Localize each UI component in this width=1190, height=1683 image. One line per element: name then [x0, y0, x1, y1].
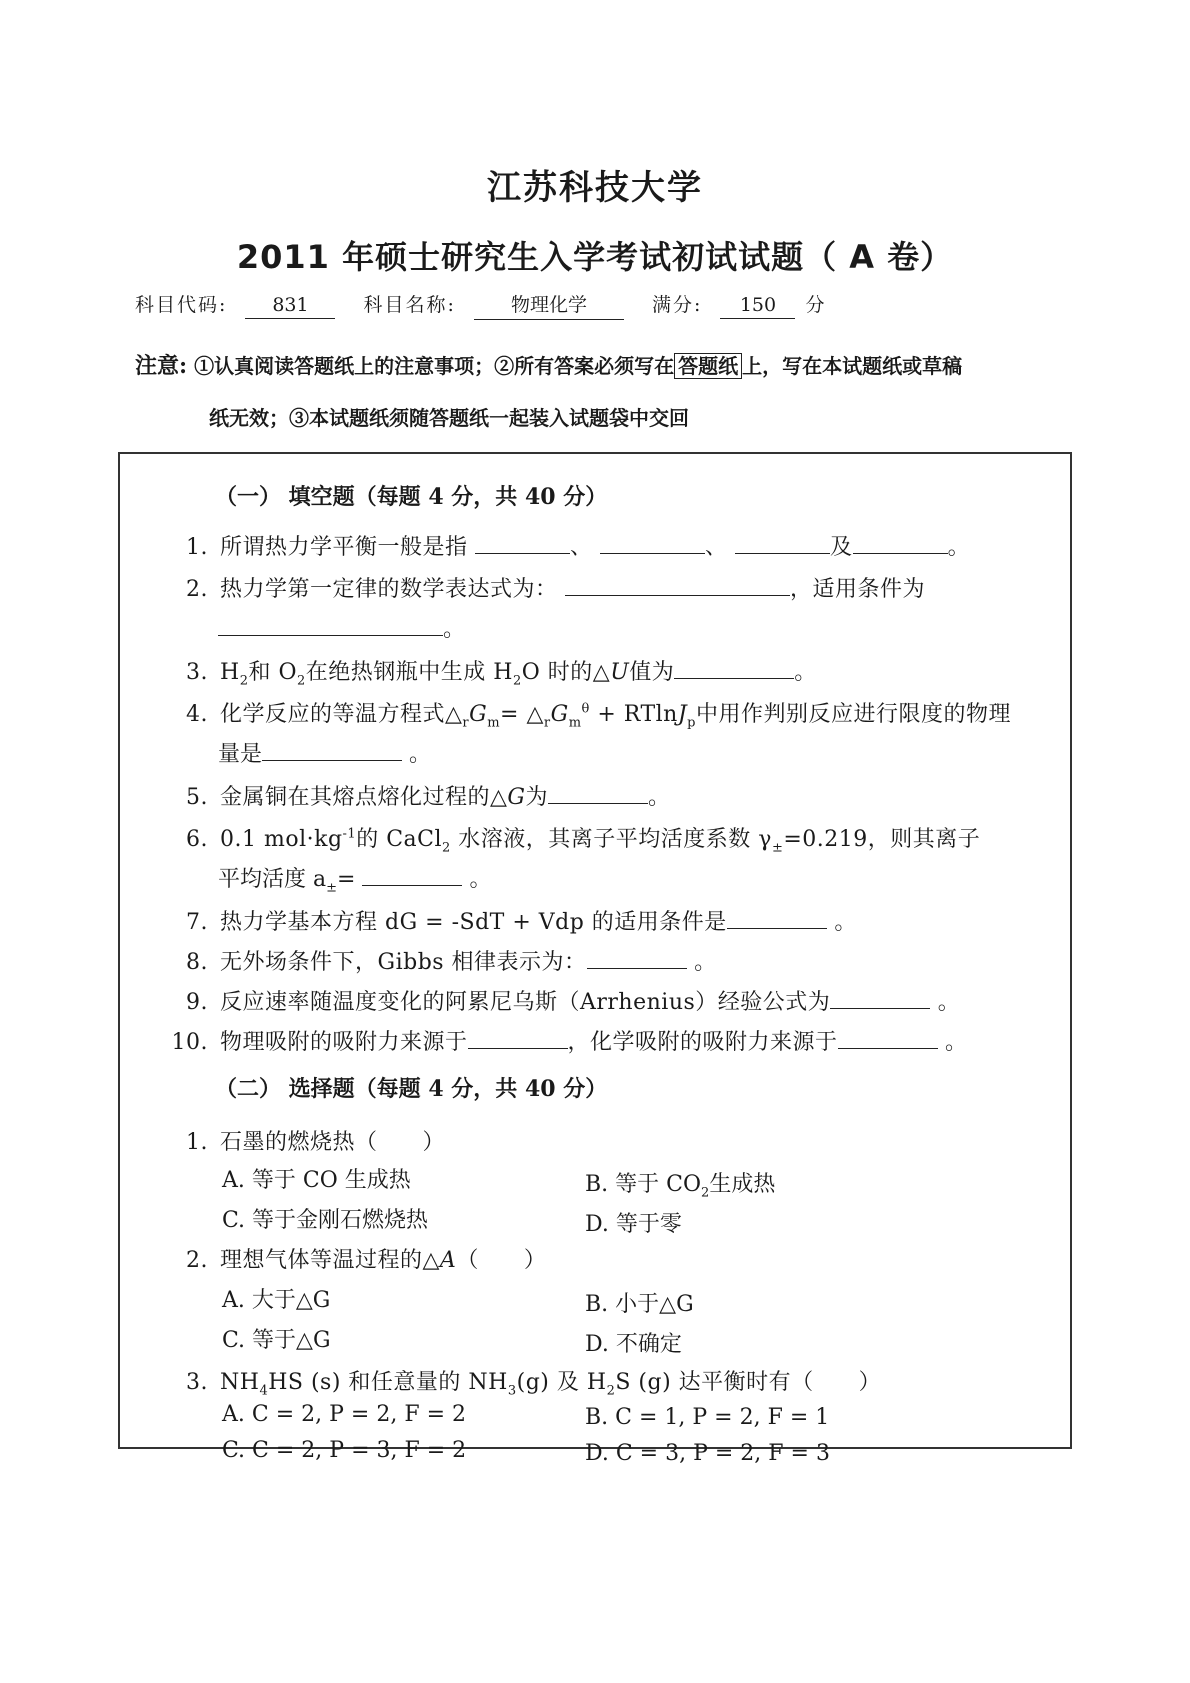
- text: =: [337, 867, 356, 892]
- s2-q2-option-c[interactable]: C. 等于△G: [222, 1328, 331, 1353]
- text: 物理吸附的吸附力来源于: [220, 1030, 468, 1055]
- notice-line2: 纸无效；③本试题纸须随答题纸一起装入试题袋中交回: [209, 406, 689, 430]
- symbol: A: [439, 1248, 457, 1273]
- answer-blank[interactable]: [218, 615, 443, 636]
- s1-question-2-cont: [218, 612, 465, 643]
- s1-question-3: 3. $H_2$和 $O_2$在绝热钢瓶中生成 $H_2O$ 时的△U值为 。: [170, 655, 817, 688]
- question-number: 8.: [186, 950, 208, 975]
- s2-question-3: 3. $NH_4HS$ (s) 和任意量的 $NH_3(g)$ 及 $H_2S$ (g) 达平衡时有（ ）: [170, 1365, 881, 1398]
- question-number: 10.: [171, 1030, 208, 1055]
- answer-blank[interactable]: [587, 948, 687, 969]
- s2-q1-option-d[interactable]: D. 等于零: [585, 1212, 682, 1237]
- s1-question-1: [170, 530, 970, 561]
- answer-blank[interactable]: [853, 533, 948, 554]
- question-text: 石墨的燃烧热（ ）: [220, 1130, 446, 1155]
- subject-meta: [135, 290, 825, 320]
- full-score: 150: [720, 294, 795, 319]
- text: 生成热: [709, 1172, 776, 1197]
- text: 为: [525, 785, 549, 810]
- text: （ ）: [456, 1248, 547, 1273]
- period: 。: [409, 742, 432, 767]
- subject-code: 831: [245, 294, 335, 319]
- s1-question-4: 4. 化学反应的等温方程式$\triangle_rG_m=$ $\triangle_rG_m^\theta + RTlnJ_p$中用作判别反应进行限度的物理: [170, 697, 1011, 730]
- period: 。: [443, 617, 466, 642]
- answer-blank[interactable]: [475, 533, 570, 554]
- s2-q2-option-b[interactable]: B. 小于△G: [585, 1292, 694, 1317]
- text: O 时的△: [521, 660, 611, 685]
- period: 。: [469, 867, 492, 892]
- text: S (g) 达平衡时有（ ）: [615, 1370, 882, 1395]
- text: B. 等于 CO: [585, 1172, 702, 1197]
- text: 和 O: [248, 660, 297, 685]
- s2-question-2: [170, 1243, 546, 1274]
- text: 的 CaCl: [356, 827, 443, 852]
- s2-q3-option-d[interactable]: D. C = 3, P = 2, F = 3: [585, 1441, 830, 1466]
- s2-question-1: [170, 1125, 445, 1156]
- s2-q1-option-c[interactable]: C. 等于金刚石燃烧热: [222, 1208, 429, 1233]
- superscript: -1: [342, 826, 357, 842]
- full-score-label: 满分:: [652, 294, 703, 316]
- answer-blank[interactable]: [548, 783, 648, 804]
- s2-q2-option-d[interactable]: D. 不确定: [585, 1332, 682, 1357]
- symbol: U: [610, 660, 630, 685]
- notice: [135, 340, 1085, 444]
- university-name: 江苏科技大学: [487, 168, 703, 208]
- text: 在绝热钢瓶中生成 H: [305, 660, 513, 685]
- period: 。: [945, 1030, 968, 1055]
- answer-blank[interactable]: [674, 658, 794, 679]
- answer-blank[interactable]: [468, 1028, 568, 1049]
- text: (g) 及 H: [516, 1370, 607, 1395]
- s1-question-5: [170, 780, 671, 811]
- period: 。: [648, 785, 671, 810]
- separator: 、: [570, 535, 593, 560]
- notice-tag: 注意:: [135, 353, 188, 379]
- answer-blank[interactable]: [565, 575, 790, 596]
- question-text: 所谓热力学平衡一般是指: [220, 535, 468, 560]
- notice-line1-b: 上，写在本试题纸或草稿: [742, 354, 963, 378]
- separator: 及: [830, 535, 853, 560]
- question-number: 5.: [186, 785, 208, 810]
- text: 化学反应的等温方程式△: [220, 702, 463, 727]
- s2-q1-option-a[interactable]: A. 等于 CO 生成热: [222, 1168, 411, 1193]
- exam-title: 2011 年硕士研究生入学考试初试试题（ A 卷）: [236, 238, 954, 276]
- notice-boxed-answer-sheet: 答题纸: [674, 353, 742, 379]
- question-number: 1.: [186, 535, 208, 560]
- text: NH: [220, 1370, 260, 1395]
- period: 。: [947, 535, 971, 560]
- s1-question-4-cont: [218, 737, 431, 768]
- text: 反应速率随温度变化的阿累尼乌斯（Arrhenius）经验公式为: [220, 990, 831, 1015]
- answer-blank[interactable]: [830, 988, 930, 1009]
- period: 。: [937, 990, 961, 1015]
- question-number: 2.: [186, 1248, 208, 1273]
- section2-title: （二） 选择题（每题 4 分，共 40 分）: [215, 1076, 608, 1102]
- question-number: 3.: [186, 660, 208, 685]
- text: H: [220, 660, 240, 685]
- s2-q3-option-c[interactable]: C. C = 2, P = 3, F = 2: [222, 1438, 467, 1463]
- question-number: 6.: [186, 827, 208, 852]
- symbol: G: [507, 785, 526, 810]
- text: 0.1 mol·kg: [220, 827, 343, 852]
- text: ，化学吸附的吸附力来源于: [567, 1030, 838, 1055]
- s1-question-7: [170, 905, 857, 936]
- s2-q2-option-a[interactable]: A. 大于△G: [222, 1288, 331, 1313]
- s1-question-9: [170, 985, 960, 1016]
- question-number: 2.: [186, 577, 208, 602]
- period: 。: [834, 910, 857, 935]
- answer-blank[interactable]: [362, 865, 462, 886]
- text: 理想气体等温过程的△: [220, 1248, 440, 1273]
- question-text: ，适用条件为: [790, 577, 926, 602]
- s1-question-6-cont: 平均活度 $a_\pm=$ 。: [218, 867, 492, 896]
- text: 无外场条件下，Gibbs 相律表示为：: [220, 950, 587, 975]
- s2-q3-option-a[interactable]: A. C = 2, P = 2, F = 2: [222, 1402, 466, 1427]
- separator: 、: [705, 535, 728, 560]
- subject-code-label: 科目代码:: [135, 294, 228, 316]
- text: HS (s) 和任意量的 NH: [268, 1370, 508, 1395]
- question-number: 7.: [186, 910, 208, 935]
- s1-question-10: [158, 1025, 968, 1056]
- text: =0.219，则其离子: [783, 827, 981, 852]
- text: = △: [500, 702, 544, 727]
- text: 中用作判别反应进行限度的物理: [696, 702, 1012, 727]
- subject-name: 物理化学: [474, 290, 624, 320]
- section1-title: （一） 填空题（每题 4 分，共 40 分）: [215, 484, 608, 510]
- full-score-unit: 分: [805, 294, 825, 316]
- answer-blank[interactable]: [735, 533, 830, 554]
- question-number: 4.: [186, 702, 208, 727]
- text: 量是: [218, 742, 263, 767]
- answer-blank[interactable]: [262, 740, 402, 761]
- text: 水溶液，其离子平均活度系数 γ: [450, 827, 772, 852]
- subject-name-label: 科目名称:: [363, 294, 456, 316]
- text: + RTln: [589, 702, 678, 727]
- s2-q3-option-b[interactable]: B. C = 1, P = 2, F = 1: [585, 1405, 830, 1430]
- answer-blank[interactable]: [838, 1028, 938, 1049]
- period: 。: [794, 660, 817, 685]
- s1-question-8: [170, 945, 717, 976]
- answer-blank[interactable]: [727, 908, 827, 929]
- text: 值为: [629, 660, 675, 685]
- question-number: 1.: [186, 1130, 208, 1155]
- answer-blank[interactable]: [600, 533, 705, 554]
- question-text: 热力学第一定律的数学表达式为：: [220, 577, 558, 602]
- text: 金属铜在其熔点熔化过程的△: [220, 785, 508, 810]
- text: 热力学基本方程 dG = -SdT + Vdp 的适用条件是: [220, 910, 727, 935]
- s1-question-2: [170, 572, 925, 603]
- symbol: J: [677, 702, 688, 727]
- s2-q1-option-b[interactable]: B. 等于 $CO_2$生成热: [585, 1172, 776, 1201]
- notice-line1-a: ①认真阅读答题纸上的注意事项；②所有答案必须写在: [194, 354, 675, 378]
- period: 。: [694, 950, 717, 975]
- s1-question-6: 6. 0.1 $mol\cdot kg^{-1}$的 CaCl$_2$ 水溶液，其离子平均活度系数 $\gamma_\pm=0.219$，则其离子: [170, 822, 980, 855]
- question-number: 9.: [186, 990, 208, 1015]
- symbol: G: [550, 702, 569, 727]
- text: 平均活度 a: [218, 867, 327, 892]
- question-number: 3.: [186, 1370, 208, 1395]
- symbol: G: [469, 702, 488, 727]
